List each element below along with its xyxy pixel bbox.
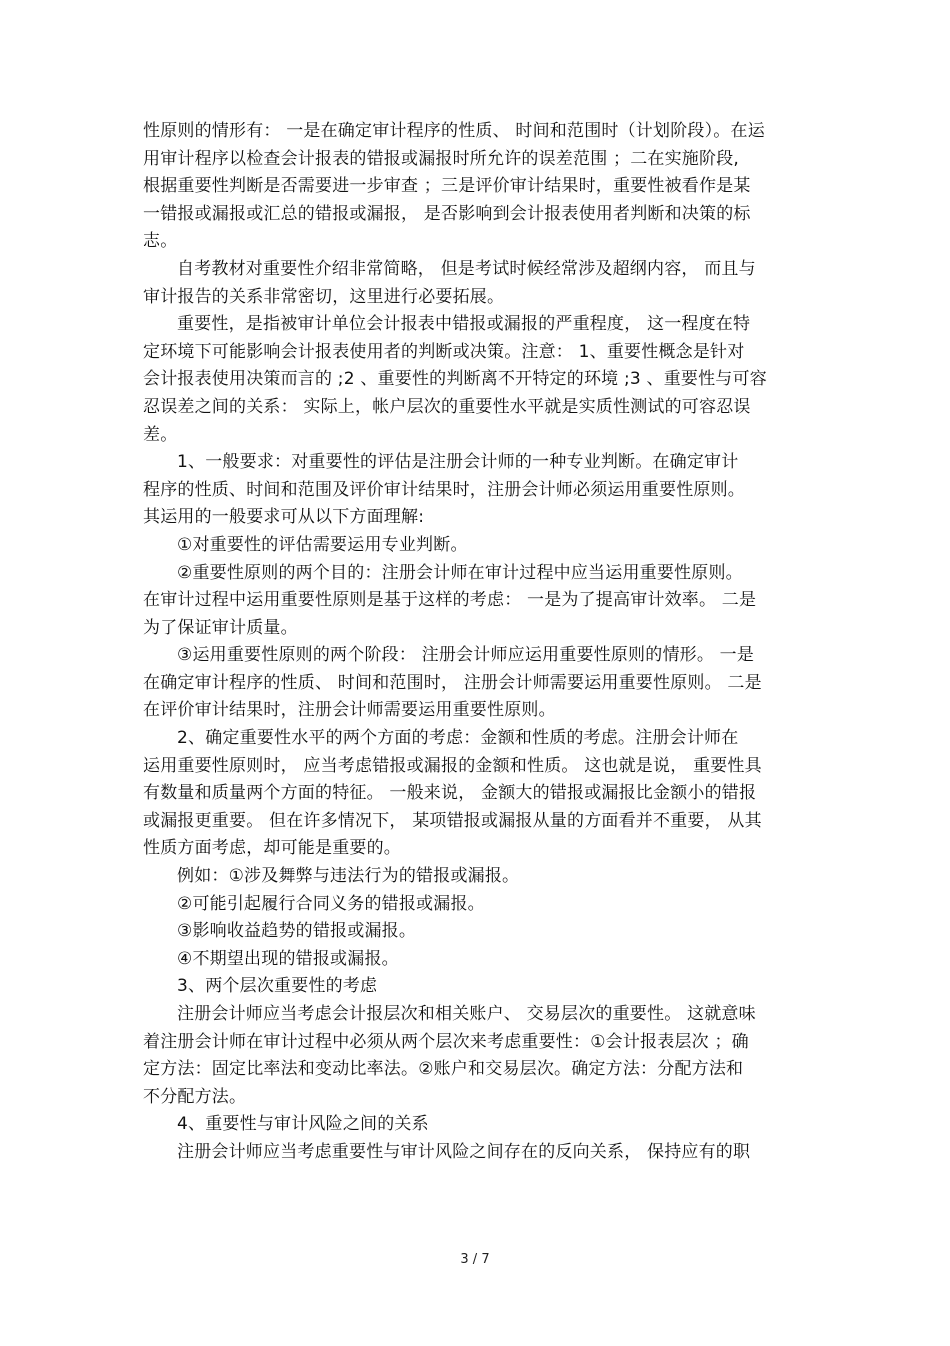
text-line: 着注册会计师在审计过程中必须从两个层次来考虑重要性：①会计报表层次 ；确 (143, 1031, 749, 1052)
text-line: 其运用的一般要求可从以下方面理解: (143, 507, 425, 528)
text-line: 自考教材对重要性介绍非常简略， 但是考试时候经常涉及超纲内容， 而且与 (177, 258, 756, 279)
text-line: 在审计过程中运用重要性原则是基于这样的考虑： 一是为了提高审计效率。 二是 (143, 590, 757, 611)
list-item: ①对重要性的评估需要运用专业判断。 (177, 534, 468, 555)
text-line: 志。 (143, 231, 178, 252)
text-line: 注册会计师应当考虑重要性与审计风险之间存在的反向关系， 保持应有的职 (177, 1141, 751, 1162)
section-heading: 2、确定重要性水平的两个方面的考虑：金额和性质的考虑。注册会计师在 (177, 728, 739, 749)
list-item: ③影响收益趋势的错报或漏报。 (177, 921, 417, 942)
list-item: ④不期望出现的错报或漏报。 (177, 948, 399, 969)
text-line: 不分配方法。 (143, 1086, 247, 1107)
page-number: 3 / 7 (460, 1252, 490, 1267)
text-line: 程序的性质、时间和范围及评价审计结果时，注册会计师必须运用重要性原则。 (143, 479, 745, 500)
text-line: 忍误差之间的关系： 实际上，帐户层次的重要性水平就是实质性测试的可容忍误 (143, 396, 751, 417)
text-line: 或漏报更重要。 但在许多情况下， 某项错报或漏报从量的方面看并不重要， 从其 (143, 810, 762, 831)
text-line: 审计报告的关系非常密切，这里进行必要拓展。 (143, 286, 505, 307)
text-line: 定方法：固定比率法和变动比率法。②账户和交易层次。确定方法：分配方法和 (143, 1059, 744, 1080)
list-item: 例如：①涉及舞弊与违法行为的错报或漏报。 (177, 866, 520, 887)
text-line: 在评价审计结果时，注册会计师需要运用重要性原则。 (143, 700, 556, 721)
text-line: 为了保证审计质量。 (143, 617, 298, 638)
list-item: ②可能引起履行合同义务的错报或漏报。 (177, 893, 485, 914)
text-line: 用审计程序以检查会计报表的错报或漏报时所允许的误差范围 ；二在实施阶段, (143, 148, 740, 169)
section-heading: 1、一般要求：对重要性的评估是注册会计师的一种专业判断。在确定审计 (177, 452, 739, 473)
text-line: 注册会计师应当考虑会计报层次和相关账户、 交易层次的重要性。 这就意味 (177, 1004, 756, 1024)
text-line: 性原则的情形有： 一是在确定审计程序的性质、 时间和范围时（计划阶段）。在运 (143, 121, 765, 141)
text-line: 差。 (143, 424, 178, 445)
text-line: 有数量和质量两个方面的特征。 一般来说， 金额大的错报或漏报比金额小的错报 (143, 783, 757, 804)
body-text (143, 118, 813, 1167)
text-line: 一错报或漏报或汇总的错报或漏报， 是否影响到会计报表使用者判断和决策的标 (143, 203, 751, 224)
text-line: 性质方面考虑，却可能是重要的。 (143, 838, 401, 859)
text-line: 运用重要性原则时， 应当考虑错报或漏报的金额和性质。 这也就是说， 重要性具 (143, 755, 762, 776)
section-heading: 3、两个层次重要性的考虑 (177, 976, 378, 997)
text-line: 会计报表使用决策而言的 ;2 、重要性的判断离不开特定的环境 ;3 、重要性与可容 (143, 369, 767, 390)
section-heading: 4、重要性与审计风险之间的关系 (177, 1114, 429, 1135)
list-item: ②重要性原则的两个目的：注册会计师在审计过程中应当运用重要性原则。 (177, 562, 743, 583)
text-line: 重要性，是指被审计单位会计报表中错报或漏报的严重程度， 这一程度在特 (177, 314, 751, 335)
list-item: ③运用重要性原则的两个阶段： 注册会计师应运用重要性原则的情形。 一是 (177, 645, 755, 666)
text-line: 在确定审计程序的性质、 时间和范围时， 注册会计师需要运用重要性原则。 二是 (143, 672, 762, 693)
text-line: 根据重要性判断是否需要进一步审查 ；三是评价审计结果时，重要性被看作是某 (143, 176, 751, 197)
text-line: 定环境下可能影响会计报表使用者的判断或决策。注意： 1、重要性概念是针对 (143, 341, 745, 362)
